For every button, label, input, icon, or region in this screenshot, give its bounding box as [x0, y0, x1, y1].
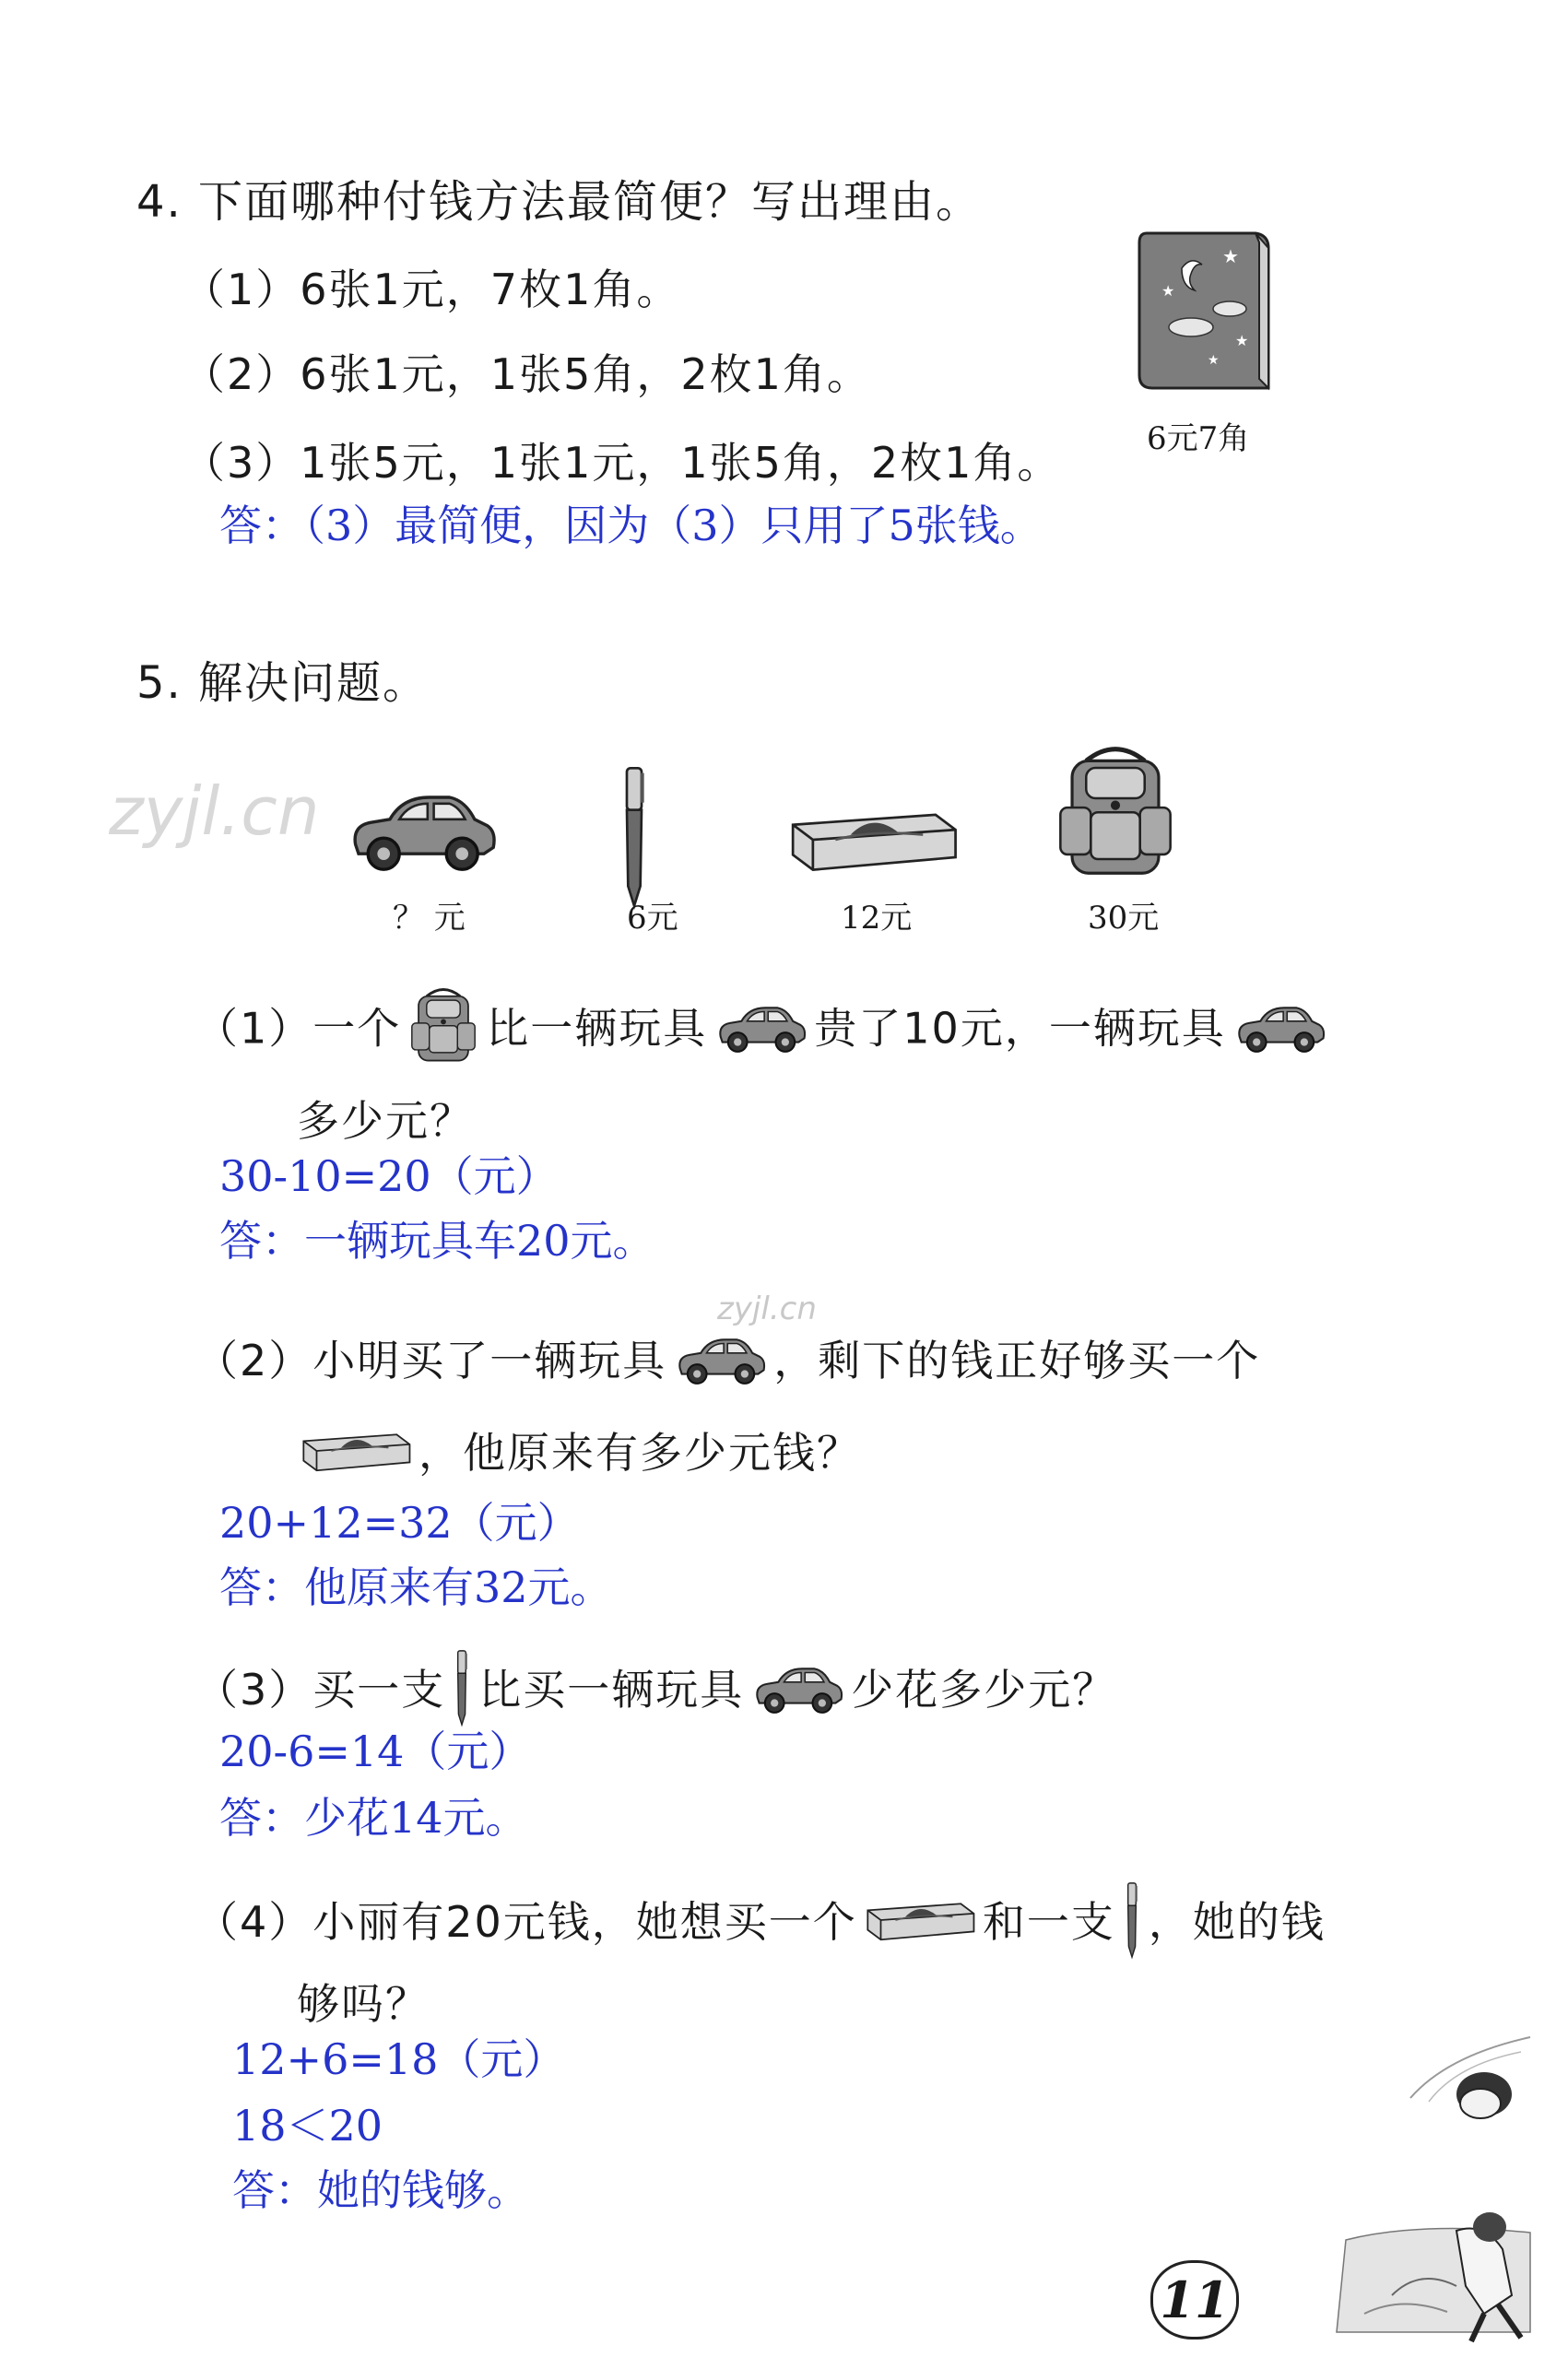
p3-text-c: 少花多少元？ — [851, 1665, 1117, 1715]
svg-text:★: ★ — [1222, 245, 1239, 267]
svg-text:★: ★ — [1161, 282, 1175, 300]
car-icon — [713, 998, 808, 1066]
q4-answer: 答：（3）最简便，因为（3）只用了5张钱。 — [219, 501, 1043, 550]
book-icon — [1134, 226, 1281, 401]
pencil-box-icon — [863, 1895, 977, 1955]
p1-line2: 多少元？ — [297, 1096, 474, 1146]
backpack-icon — [1051, 737, 1180, 890]
car-icon — [749, 1659, 845, 1727]
p1-line1 — [195, 983, 1333, 1080]
p1-text-b: 比一辆玩具 — [486, 1003, 708, 1054]
p1-calc: 30-10=20（元） — [219, 1151, 559, 1201]
p1-answer: 答：一辆玩具车20元。 — [219, 1216, 655, 1266]
q4-option-2: （2）6张1元，1张5角，2枚1角。 — [183, 349, 871, 399]
p4-calc: 12+6=18（元） — [232, 2034, 566, 2084]
pencil-box-icon — [785, 802, 961, 878]
watermark: zyjl.cn — [109, 772, 320, 850]
watermark: zyjl.cn — [717, 1291, 817, 1327]
p2-line2 — [293, 1420, 861, 1486]
p2-text-c: ，他原来有多少元钱？ — [419, 1428, 861, 1478]
p3-calc: 20-6=14（元） — [219, 1727, 532, 1776]
p2-calc: 20+12=32（元） — [219, 1498, 580, 1548]
pen-icon — [616, 763, 653, 911]
car-icon — [672, 1330, 768, 1397]
p2-answer: 答：他原来有32元。 — [219, 1562, 613, 1612]
p3-text-a: （3）买一支 — [195, 1665, 446, 1715]
car-icon — [343, 782, 500, 876]
pen-price: 6元 — [627, 900, 678, 937]
backpack-icon — [407, 983, 480, 1080]
pen-icon — [1121, 1880, 1143, 1970]
q5-title: 5. 解决问题。 — [136, 657, 430, 709]
p2-line1 — [195, 1327, 1260, 1397]
q4-option-1: （1）6张1元，7枚1角。 — [183, 265, 681, 314]
pencil-box-icon — [299, 1426, 413, 1486]
p4-text-c: ，她的钱 — [1148, 1897, 1326, 1947]
svg-text:★: ★ — [1208, 353, 1220, 368]
car-price: ？ 元 — [393, 900, 466, 937]
p2-text-a: （2）小明买了一辆玩具 — [195, 1336, 667, 1385]
p1-text-c: 贵了10元，一辆玩具 — [814, 1003, 1226, 1054]
backpack-price: 30元 — [1088, 900, 1160, 937]
p4-text-a: （4）小丽有20元钱，她想买一个 — [195, 1897, 857, 1947]
q4-title: 4. 下面哪种付钱方法最简便？写出理由。 — [136, 176, 983, 228]
p4-compare: 18＜20 — [232, 2101, 383, 2151]
running-boy-illustration — [1309, 2019, 1549, 2351]
p4-line2: 够吗？ — [297, 1979, 430, 2029]
p1-text-a: （1）一个 — [195, 1003, 402, 1054]
p4-line1 — [195, 1880, 1326, 1970]
car-icon — [1232, 998, 1327, 1066]
p3-answer: 答：少花14元。 — [219, 1793, 528, 1843]
q4-option-3: （3）1张5元，1张1元，1张5角，2枚1角。 — [183, 438, 1062, 488]
page-number: 11 — [1150, 2260, 1239, 2340]
p4-answer: 答：她的钱够。 — [232, 2165, 529, 2215]
p4-text-b: 和一支 — [982, 1897, 1115, 1947]
p2-text-b: ，剩下的钱正好够买一个 — [773, 1336, 1261, 1385]
book-price: 6元7角 — [1147, 420, 1250, 457]
p3-text-b: 比买一辆玩具 — [478, 1665, 745, 1715]
pencil-box-price: 12元 — [841, 900, 913, 937]
svg-text:★: ★ — [1235, 332, 1249, 349]
